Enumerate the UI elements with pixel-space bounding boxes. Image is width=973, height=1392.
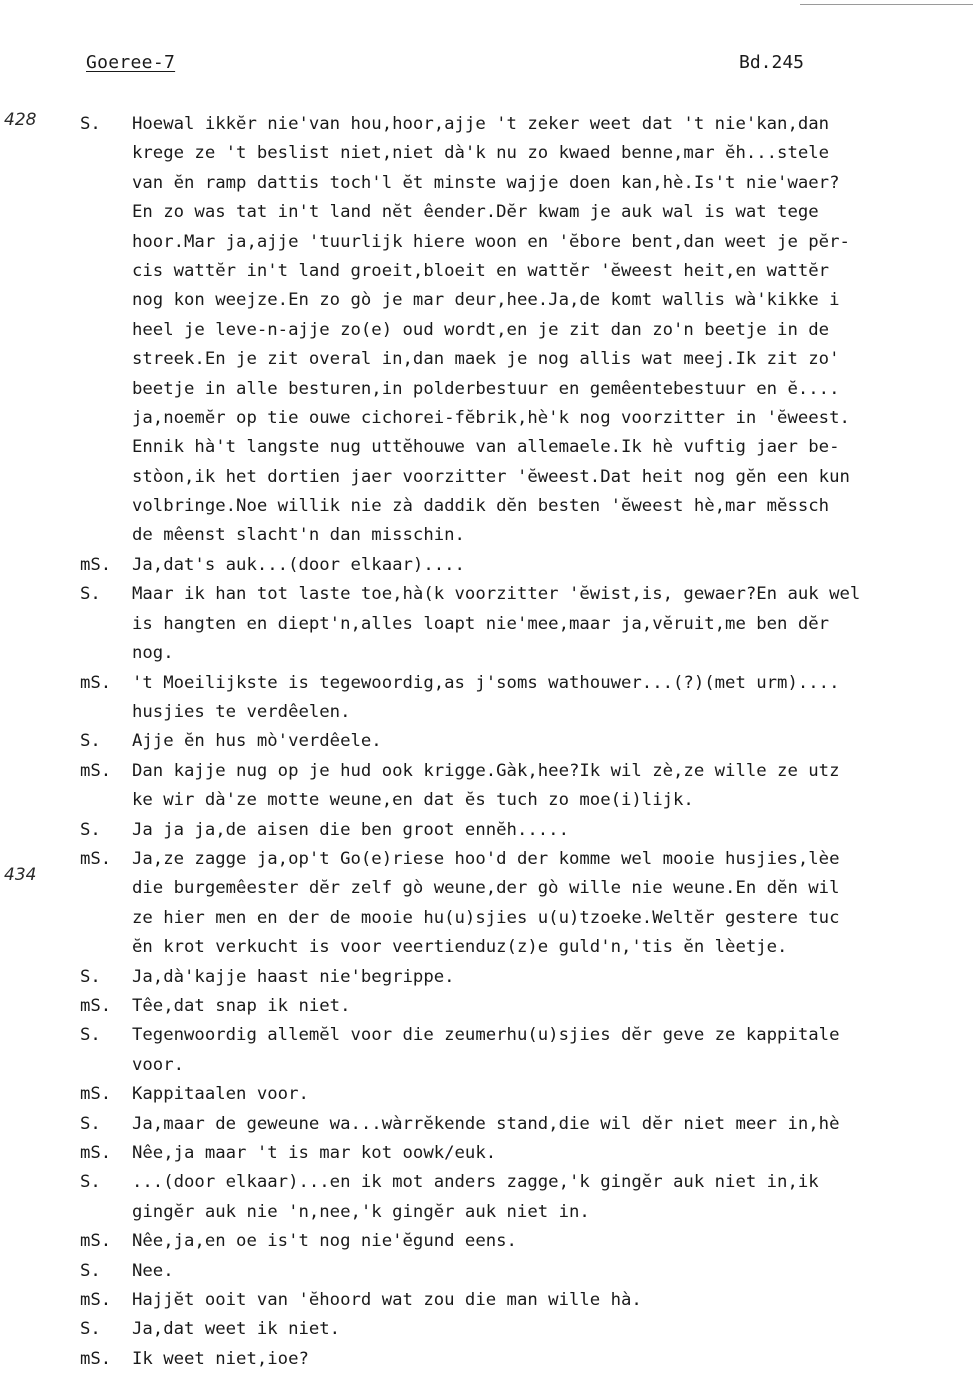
text-line: beetje in alle besturen,in polderbestuur en gemêentebestuur en ĕ.... [132,378,840,399]
utterance-text [132,1227,973,1256]
speaker-turn [0,1345,973,1374]
text-line: Nêe,ja maar 't is mar kot oowk/euk. [132,1143,497,1163]
text-line: hoor.Mar ja,ajje 'tuurlijk hiere woon en 'ĕbore bent,dan weet je pĕr- [132,231,850,252]
utterance-text [132,1021,973,1080]
speaker-turn [0,580,973,668]
speaker-label: mS. [80,1290,112,1310]
speaker-turn [0,757,973,816]
text-line: de mêenst slacht'n dan misschin. [132,525,465,546]
utterance-text [132,1080,973,1109]
utterance-text [132,1286,973,1315]
utterance-text [132,963,973,992]
utterance-text [132,757,973,816]
speaker-label: S. [80,1319,101,1340]
speaker-label: S. [80,1025,101,1046]
utterance-text [132,1345,973,1374]
speaker-turn [0,816,973,845]
margin-counter-note: 428 [4,110,37,130]
margin-counter-note: 434 [4,865,37,885]
speaker-turn [0,1080,973,1109]
utterance-text [132,845,973,963]
text-line: Nêe,ja,en oe is't nog nie'ĕgund eens. [132,1231,517,1252]
text-line: volbringe.Noe willik nie zà daddik dĕn besten 'ĕweest hè,mar mĕssch [132,496,830,517]
utterance-text [132,580,973,668]
speaker-label: mS. [80,1231,112,1252]
text-line: 't Moeilijkste is tegewoordig,as j'soms wathouwer...(?)(met urm).... [132,672,840,693]
speaker-label: S. [80,966,101,987]
text-line: is hangten en diept'n,alles loapt nie'mee,maar ja,vĕruit,me ben dĕr [132,613,830,634]
text-line: Ja,maar de geweune wa...wàrrĕkende stand,die wil dĕr niet meer in,hè [132,1113,840,1134]
utterance-text [132,1168,973,1227]
text-line: Dan kajje nug op je hud ook krigge.Gàk,hee?Ik wil zè,ze wille ze utz [132,760,840,781]
utterance-text [132,110,973,551]
text-line: van ĕn ramp dattis toch'l ĕt minste wajje doen kan,hè.Is't nie'waer? [132,172,840,193]
speaker-turn [0,551,973,580]
text-line: Ajje ĕn hus mò'verdêele. [132,731,382,752]
speaker-label: S. [80,819,101,840]
utterance-text [132,1139,973,1168]
text-line: gingĕr auk nie 'n,nee,'k gingĕr auk niet in. [132,1201,590,1222]
utterance-text [132,992,973,1021]
speaker-turn [0,1168,973,1227]
speaker-turn [0,110,973,551]
text-line: krege ze 't beslist niet,niet dà'k nu zo kwaed benne,mar ĕh...stele [132,143,830,164]
speaker-label: mS. [80,1084,112,1105]
text-line: Maar ik han tot laste toe,hà(k voorzitter 'ĕwist,is, gewaer?En auk wel [132,584,861,605]
text-line: Ja ja ja,de aisen die ben groot ennĕh..... [132,819,569,840]
text-line: Kappitaalen voor. [132,1084,309,1105]
speaker-label: mS. [80,672,112,693]
text-line: nog kon weejze.En zo gò je mar deur,hee.Ja,de komt wallis wà'kikke i [132,290,840,311]
text-line: streek.En je zit overal in,dan maek je nog allis wat meej.Ik zit zo' [132,349,840,370]
text-line: Nee. [132,1260,174,1281]
utterance-text [132,816,973,845]
speaker-label: mS. [80,760,112,781]
text-line: Ja,dat's auk...(door elkaar).... [132,555,465,575]
text-line: Ja,dat weet ik niet. [132,1319,341,1340]
speaker-turn [0,992,973,1021]
speaker-turn [0,845,973,963]
text-line: stòon,ik het dortien jaer voorzitter 'ĕweest.Dat heit nog gĕn een kun [132,466,850,487]
speaker-turn [0,1286,973,1315]
utterance-text [132,727,973,756]
speaker-label: mS. [80,1348,112,1369]
speaker-turn [0,1257,973,1286]
text-line: ĕn krot verkucht is voor veertienduz(z)e guld'n,'tis ĕn lèetje. [132,937,788,958]
utterance-text [132,1257,973,1286]
speaker-turn [0,963,973,992]
text-line: ja,noemĕr op tie ouwe cichorei-fĕbrik,hè'k nog voorzitter in 'ĕweest. [132,407,850,428]
speaker-label: S. [80,1260,101,1281]
text-line: heel je leve-n-ajje zo(e) oud wordt,en je zit dan zo'n beetje in de [132,319,830,340]
speaker-label: S. [80,1113,101,1134]
speaker-turn [0,1315,973,1344]
text-line: die burgemêester dĕr zelf gò weune,der gò wille nie weune.En dĕn wil [132,878,840,899]
text-line: En zo was tat in't land nĕt êender.Dĕr kwam je auk wal is wat tege [132,202,819,223]
text-line: ze hier men en der de mooie hu(u)sjies u(u)tzoeke.Weltĕr gestere tuc [132,907,840,928]
text-line: Hoewal ikkĕr nie'van hou,hoor,ajje 't zeker weet dat 't nie'kan,dan [132,114,830,134]
speaker-label: mS. [80,849,112,869]
text-line: Hajjĕt ooit van 'ĕhoord wat zou die man wille hà. [132,1290,642,1310]
speaker-label: S. [80,114,101,134]
text-line: ...(door elkaar)...en ik mot anders zagge,'k gingĕr auk niet in,ik [132,1172,819,1193]
speaker-turn [0,669,973,728]
text-line: nog. [132,643,174,664]
text-line: Ja,dà'kajje haast nie'begrippe. [132,966,455,987]
tape-number: Bd.245 [739,52,805,73]
text-line: cis wattĕr in't land groeit,bloeit en wattĕr 'ĕweest heit,en wattĕr [132,260,830,281]
utterance-text [132,669,973,728]
speaker-label: mS. [80,555,112,575]
speaker-label: S. [80,731,101,752]
utterance-text [132,1110,973,1139]
document-id: Goeree-7 [86,52,176,73]
speaker-turn [0,1139,973,1168]
text-line: Ik weet niet,ioe? [132,1348,309,1369]
speaker-turn [0,1021,973,1080]
utterance-text [132,551,973,580]
text-line: Ennik hà't langste nug uttĕhouwe van allemaele.Ik hè vuftig jaer be- [132,437,840,458]
text-line: Ja,ze zagge ja,op't Go(e)riese hoo'd der komme wel mooie husjies,lèe [132,849,840,869]
text-line: Têe,dat snap ik niet. [132,996,351,1016]
speaker-label: mS. [80,996,112,1016]
speaker-turn [0,1227,973,1256]
utterance-text [132,1315,973,1344]
text-line: ke wir dà'ze motte weune,en dat ĕs tuch zo moe(i)lijk. [132,790,694,811]
speaker-label: S. [80,584,101,605]
text-line: Tegenwoordig allemĕl voor die zeumerhu(u)sjies dĕr geve ze kappitale [132,1025,840,1046]
speaker-turn [0,727,973,756]
speaker-label: mS. [80,1143,112,1163]
speaker-turn [0,1110,973,1139]
text-line: husjies te verdêelen. [132,701,351,722]
text-line: voor. [132,1054,185,1075]
speaker-label: S. [80,1172,101,1193]
